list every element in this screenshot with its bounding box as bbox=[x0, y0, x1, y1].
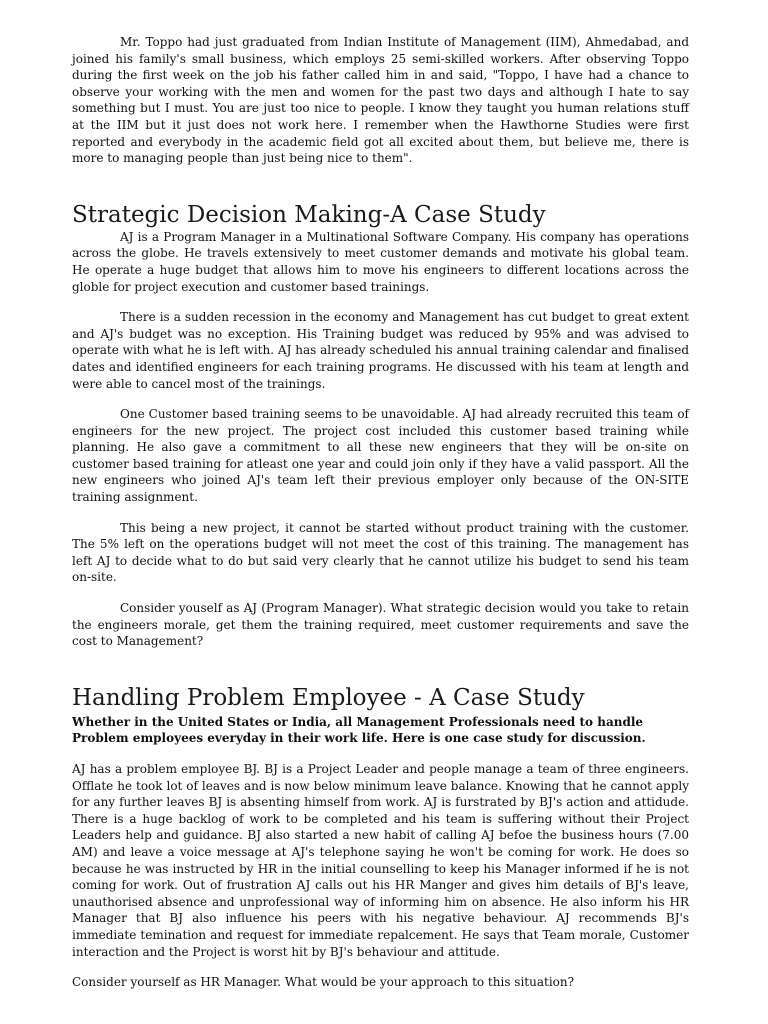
case2-question: Consider yourself as HR Manager. What would be your approach to this situation? bbox=[72, 975, 575, 990]
document-page bbox=[72, 34, 689, 991]
case1-paragraph-3: One Customer based training seems to be unavoidable. AJ had already recruited this team of engineers for the new project. The project cost included this customer based training while planning. He also gave a commitment to all these new engineers that they will be on-site on customer based training for atleast one year and could join only if they have a valid passport. All the new engineers who joined AJ's team left their previous employer only because of the ON-SITE training assignment. bbox=[72, 407, 689, 505]
section-title-problem-employee: Handling Problem Employee - A Case Study bbox=[72, 684, 585, 711]
section-title-strategic-decision: Strategic Decision Making-A Case Study bbox=[72, 201, 546, 228]
case2-paragraph-1: AJ has a problem employee BJ. BJ is a Project Leader and people manage a team of three engineers. Offlate he took lot of leaves and is now below minimum leave balance. Knowing that he cannot apply for any further leaves BJ is absenting himself from work. AJ is furstrated by BJ's action and attidude. There is a huge backlog of work to be completed and his team is suffering without their Project Leaders help and guidance. BJ also started a new habit of calling AJ befoe the business hours (7.00 AM) and leave a voice message at AJ's telephone saying he won't be coming for work. He does so because he was instructed by HR in the initial counselling to keep his Manager informed if he is not coming for work. Out of frustration AJ calls out his HR Manger and gives him details of BJ's leave, unauthorised absence and unprofessional way of informing him on absence. He also inform his HR Manager that BJ also influence his peers with his negative behaviour. AJ recommends BJ's immediate temination and request for immediate repalcement. He says that Team morale, Customer interaction and the Project is worst hit by BJ's behaviour and attitude. bbox=[72, 762, 689, 959]
intro-paragraph: Mr. Toppo had just graduated from Indian Institute of Management (IIM), Ahmedabad, and joined his family's small business, which employs 25 semi-skilled workers. After observing Toppo during the first week on the job his father called him in and said, "Toppo, I have had a chance to observe your working with the men and women for the past two days and although I hate to say something but I must. You are just too nice to people. I know they taught you human relations stuff at the IIM but it just does not work here. I remember when the Hawthorne Studies were first reported and everybody in the academic field got all excited about them, but believe me, there is more to managing people than just being nice to them". bbox=[72, 35, 689, 166]
case2-lead-paragraph: Whether in the United States or India, all Management Professionals need to handle Problem employees everyday in their work life. Here is one case study for discussion. bbox=[72, 714, 646, 746]
case1-paragraph-2: There is a sudden recession in the economy and Management has cut budget to great extent and AJ's budget was no exception. His Training budget was reduced by 95% and was advised to operate with what he is left with. AJ has already scheduled his annual training calendar and finalised dates and identified engineers for each training programs. He discussed with his team at length and were able to cancel most of the trainings. bbox=[72, 310, 689, 391]
case1-question: Consider youself as AJ (Program Manager). What strategic decision would you take to retain the engineers morale, get them the training required, meet customer requirements and save the cost to Management? bbox=[72, 601, 689, 649]
case1-paragraph-4: This being a new project, it cannot be started without product training with the customer. The 5% left on the operations budget will not meet the cost of this training. The management has left AJ to decide what to do but said very clearly that he cannot utilize his budget to send his team on-site. bbox=[72, 520, 689, 585]
case1-paragraph-1: AJ is a Program Manager in a Multinational Software Company. His company has operations across the globe. He travels extensively to meet customer demands and motivate his global team. He operate a huge budget that allows him to move his engineers to different locations across the globle for project execution and customer based trainings. bbox=[72, 229, 689, 294]
